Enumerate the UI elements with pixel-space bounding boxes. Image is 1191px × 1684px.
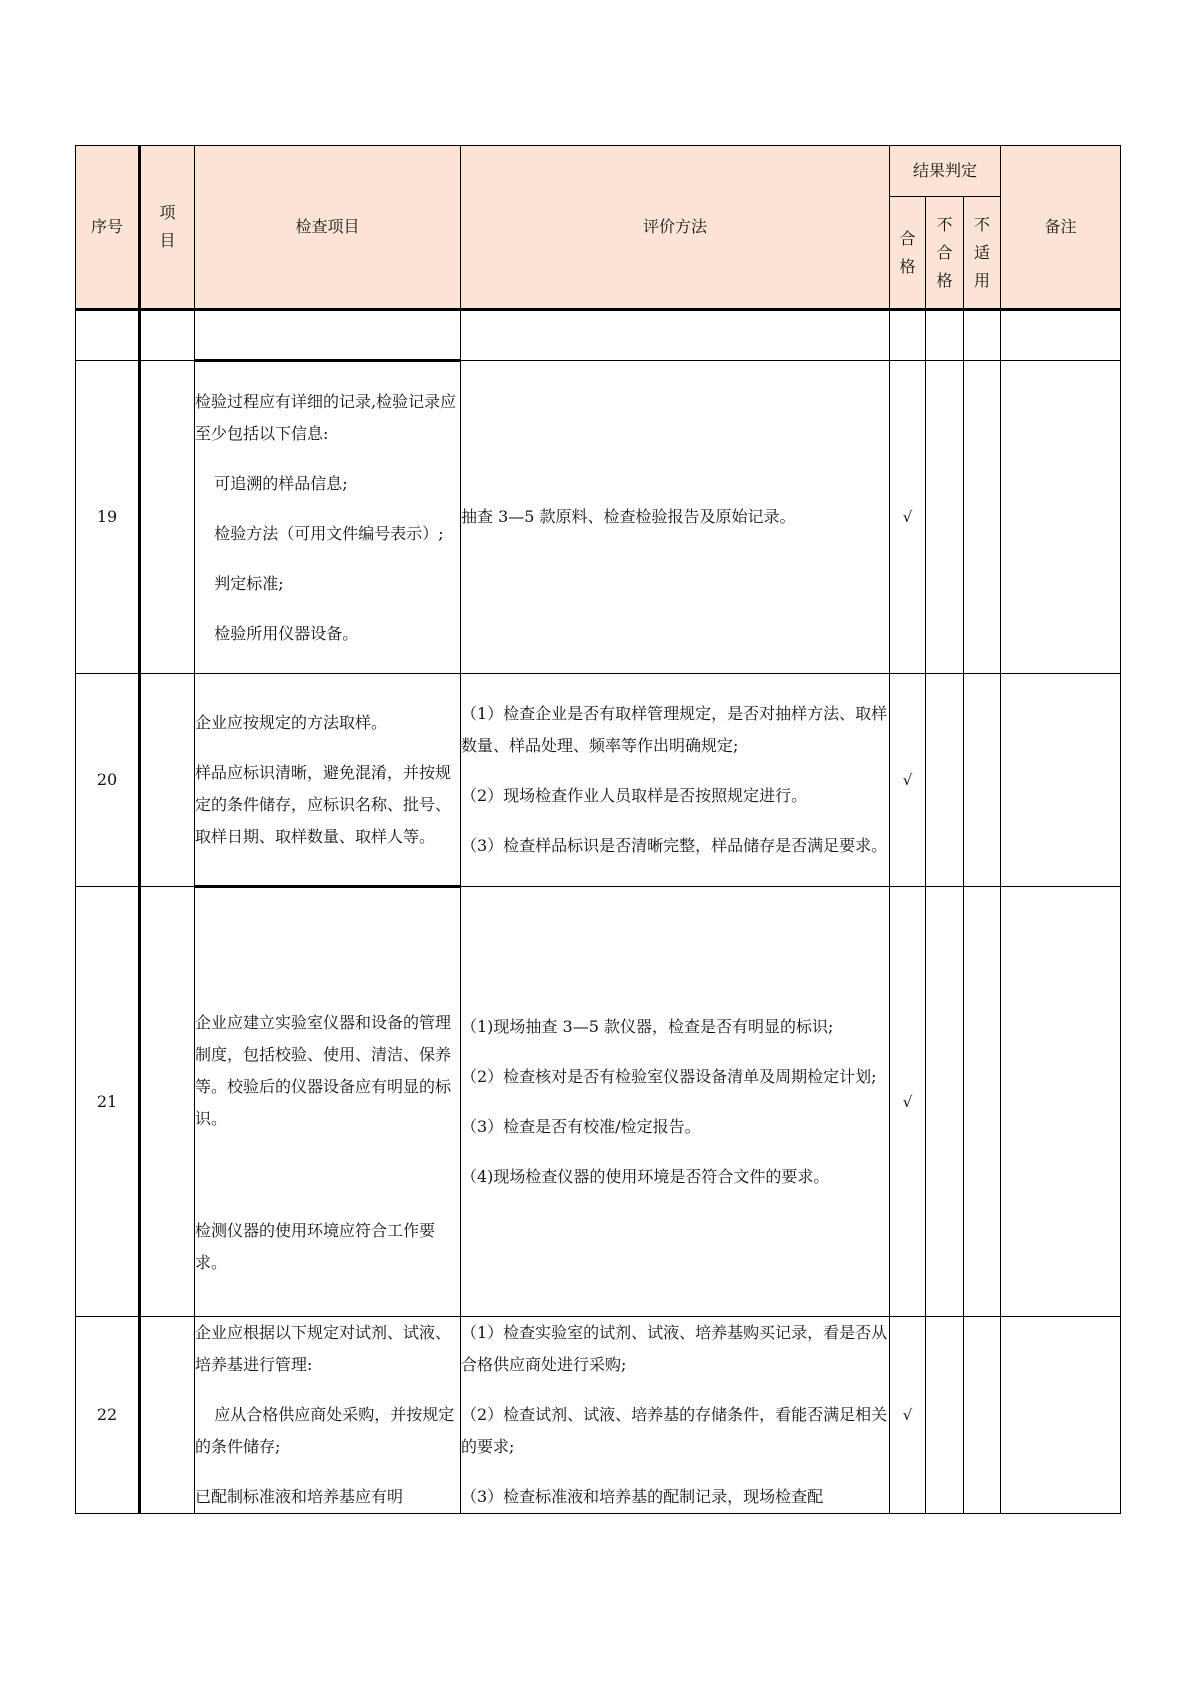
- check-line: 企业应按规定的方法取样。: [195, 712, 388, 732]
- check-line: 检验过程应有详细的记录,检验记录应至少包括以下信息:: [195, 391, 457, 443]
- row-seq: 20: [76, 674, 140, 887]
- row-method: [461, 674, 890, 887]
- header-pass-text: 合 格: [899, 228, 916, 276]
- na-cell: [964, 887, 1001, 1317]
- empty-cell: [926, 310, 964, 361]
- row-seq: 22: [76, 1317, 140, 1514]
- header-fail-text: 不 合 格: [936, 214, 953, 290]
- header-remark: 备注: [1001, 146, 1121, 310]
- method-line: （3）检查是否有校准/检定报告。: [461, 1116, 701, 1136]
- table-row: [76, 674, 1121, 887]
- row-seq: 19: [76, 361, 140, 674]
- table-row: [76, 1317, 1121, 1514]
- row-item-cell: [140, 361, 195, 674]
- row-check-item: [195, 674, 461, 887]
- row-item-cell: [140, 1317, 195, 1514]
- check-line: 可追溯的样品信息;: [214, 473, 348, 493]
- empty-cell: [195, 310, 461, 361]
- row-method: [461, 887, 890, 1317]
- row-item-cell: [140, 887, 195, 1317]
- header-na-text: 不 适 用: [973, 214, 990, 290]
- header-pass: [890, 197, 926, 310]
- method-line: 抽查 3—5 款原料、检查检验报告及原始记录。: [461, 507, 796, 526]
- method-line: （2）检查核对是否有检验室仪器设备清单及周期检定计划;: [461, 1066, 877, 1086]
- fail-cell: [926, 887, 964, 1317]
- pass-check: √: [890, 887, 926, 1317]
- fail-cell: [926, 674, 964, 887]
- empty-cell: [76, 310, 140, 361]
- empty-cell: [890, 310, 926, 361]
- inspection-table: [75, 145, 1121, 1514]
- method-line: （1）检查实验室的试剂、试液、培养基购买记录，看是否从合格供应商处进行采购;: [461, 1323, 888, 1374]
- remark-cell: [1001, 674, 1121, 887]
- remark-cell: [1001, 1317, 1121, 1514]
- header-method: 评价方法: [461, 146, 890, 310]
- na-cell: [964, 361, 1001, 674]
- check-line: 检测仪器的使用环境应符合工作要求。: [195, 1221, 436, 1272]
- na-cell: [964, 1317, 1001, 1514]
- check-line: 企业应根据以下规定对试剂、试液、培养基进行管理:: [195, 1323, 452, 1374]
- pass-check: √: [890, 361, 926, 674]
- check-line: 已配制标准液和培养基应有明: [195, 1487, 404, 1506]
- method-line: （1)现场抽查 3—5 款仪器，检查是否有明显的标识;: [461, 1016, 834, 1036]
- check-line: 检验所用仪器设备。: [214, 623, 359, 643]
- row-item-cell: [140, 674, 195, 887]
- pass-check: √: [890, 674, 926, 887]
- header-item: [140, 146, 195, 310]
- method-line: （4)现场检查仪器的使用环境是否符合文件的要求。: [461, 1166, 830, 1186]
- table-row: [76, 361, 1121, 674]
- method-line: （2）现场检查作业人员取样是否按照规定进行。: [461, 786, 808, 805]
- table-row-empty: [76, 310, 1121, 361]
- check-line: 样品应标识清晰，避免混淆，并按规定的条件储存，应标识名称、批号、取样日期、取样数量、取样人等。: [195, 762, 452, 846]
- row-method: [461, 1317, 890, 1514]
- check-line: 判定标准;: [214, 573, 284, 593]
- method-line: （3）检查标准液和培养基的配制记录，现场检查配: [461, 1487, 824, 1506]
- empty-cell: [964, 310, 1001, 361]
- row-seq: 21: [76, 887, 140, 1317]
- row-check-item: [195, 1317, 461, 1514]
- fail-cell: [926, 361, 964, 674]
- header-na: [964, 197, 1001, 310]
- check-line: 应从合格供应商处采购，并按规定的条件储存;: [195, 1405, 455, 1456]
- check-line: 企业应建立实验室仪器和设备的管理制度，包括校验、使用、清洁、保养等。校验后的仪器设备应有明显的标识。: [195, 1013, 452, 1128]
- header-check-item: 检查项目: [195, 146, 461, 310]
- na-cell: [964, 674, 1001, 887]
- method-line: （1）检查企业是否有取样管理规定，是否对抽样方法、取样数量、样品处理、频率等作出明确规定;: [461, 704, 888, 755]
- row-check-item: [195, 887, 461, 1317]
- row-check-item: [195, 361, 461, 674]
- header-result: 结果判定: [890, 146, 1001, 197]
- row-method: [461, 361, 890, 674]
- empty-cell: [140, 310, 195, 361]
- header-item-text: 项 目: [159, 203, 176, 250]
- header-fail: [926, 197, 964, 310]
- method-line: （2）检查试剂、试液、培养基的存储条件，看能否满足相关的要求;: [461, 1405, 888, 1456]
- remark-cell: [1001, 887, 1121, 1317]
- fail-cell: [926, 1317, 964, 1514]
- check-line: 检验方法（可用文件编号表示）;: [214, 523, 444, 543]
- method-line: （3）检查样品标识是否清晰完整，样品储存是否满足要求。: [461, 836, 888, 855]
- empty-cell: [461, 310, 890, 361]
- empty-cell: [1001, 310, 1121, 361]
- table-row: [76, 887, 1121, 1317]
- pass-check: √: [890, 1317, 926, 1514]
- header-seq: 序号: [76, 146, 140, 310]
- remark-cell: [1001, 361, 1121, 674]
